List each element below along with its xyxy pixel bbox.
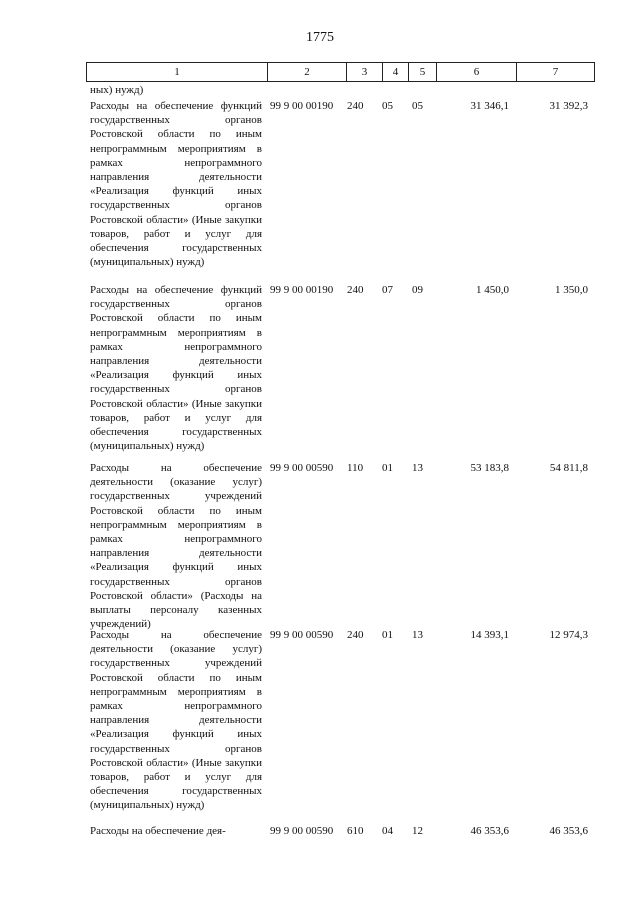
header-col-5: 5 [408,63,436,81]
row-code: 99 9 00 00190 [270,100,334,112]
row-description: Расходы на обеспечение дея- [90,825,226,837]
row-description: Расходы на обеспечение деятельности (оказание услуг) государственных учреждений Ростовской области по иным непрограммным мероприятиям в рамках непрограммного направления деятельности «Реализация функций иных государственных органов Ростовской области» (Иные закупки товаров, работ и услуг для обеспечения государственных (муниципальных) нужд) [90,629,262,812]
row-value-col7: 31 392,3 [549,100,588,112]
page-number: 1775 [306,30,334,45]
row-subsection: 12 [412,825,423,837]
row-expense-type: 610 [347,825,364,837]
row-subsection: 13 [412,629,423,641]
row-section: 04 [382,825,393,837]
row-section: 01 [382,462,393,474]
header-col-3: 3 [346,63,382,81]
row-description: Расходы на обеспечение функций государственных органов Ростовской области по иным непрограммным мероприятиям в рамках непрограммного направления деятельности «Реализация функций иных государственных органов Ростовской области» (Иные закупки товаров, работ и услуг для обеспечения государственных (муниципальных) нужд) [90,284,262,453]
row-subsection: 13 [412,462,423,474]
row-description: Расходы на обеспечение деятельности (оказание услуг) государственных учреждений Ростовской области по иным непрограммным мероприятиям в рамках непрограммного направления деятельности «Реализация функций иных государственных органов Ростовской области» (Расходы на выплаты персоналу казенных учреждений) [90,462,262,631]
row-value-col6: 1 450,0 [476,284,509,296]
row-expense-type: 240 [347,629,364,641]
header-col-4: 4 [382,63,408,81]
row-description: Расходы на обеспечение функций государственных органов Ростовской области по иным непрограммным мероприятиям в рамках непрограммного направления деятельности «Реализация функций иных государственных органов Ростовской области» (Иные закупки товаров, работ и услуг для обеспечения государственных (муниципальных) нужд) [90,100,262,269]
row-value-col6: 14 393,1 [470,629,509,641]
row-section: 01 [382,629,393,641]
continuation-tail: ных) нужд) [90,84,144,96]
row-value-col6: 46 353,6 [470,825,509,837]
row-code: 99 9 00 00590 [270,825,334,837]
header-col-6: 6 [436,63,516,81]
table-header [86,62,595,82]
row-subsection: 09 [412,284,423,296]
row-expense-type: 110 [347,462,364,474]
row-value-col7: 12 974,3 [549,629,588,641]
row-expense-type: 240 [347,100,364,112]
header-col-1: 1 [174,66,180,78]
header-col-2: 2 [267,63,346,81]
row-code: 99 9 00 00190 [270,284,334,296]
row-value-col7: 1 350,0 [555,284,588,296]
row-value-col6: 31 346,1 [470,100,509,112]
row-value-col7: 54 811,8 [549,462,588,474]
row-code: 99 9 00 00590 [270,629,334,641]
row-value-col7: 46 353,6 [549,825,588,837]
row-subsection: 05 [412,100,423,112]
row-expense-type: 240 [347,284,364,296]
row-code: 99 9 00 00590 [270,462,334,474]
row-section: 07 [382,284,393,296]
row-section: 05 [382,100,393,112]
row-value-col6: 53 183,8 [470,462,509,474]
header-col-7: 7 [516,63,594,81]
